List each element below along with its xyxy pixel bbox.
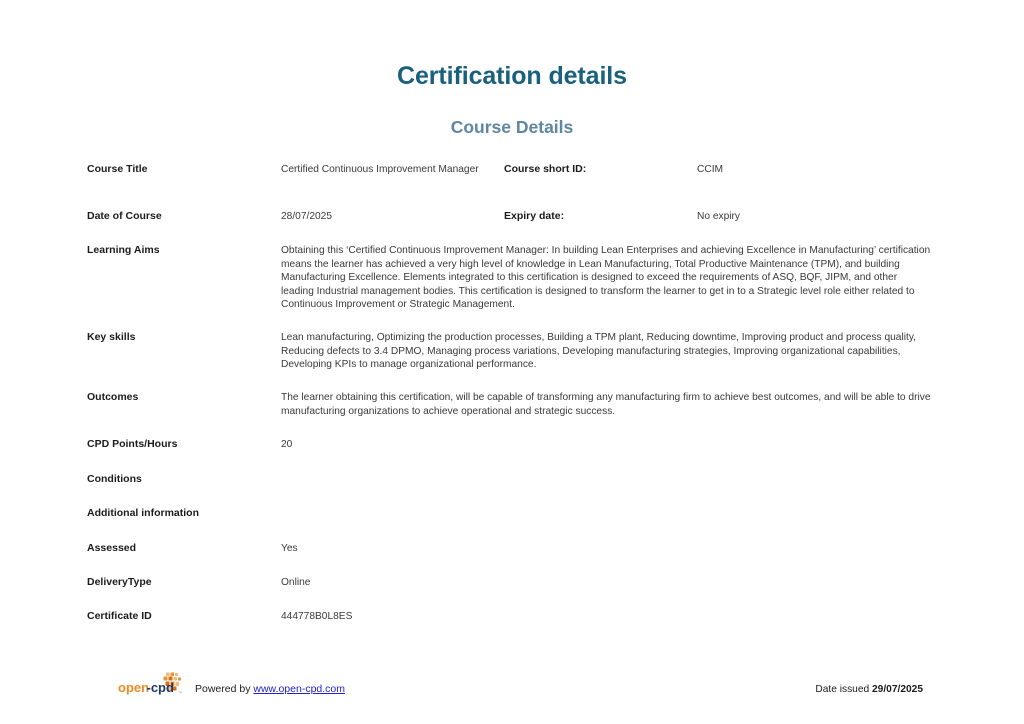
field-value-expiry-date: No expiry	[697, 211, 741, 222]
field-value-cpd-points: 20	[281, 439, 293, 450]
footer-branding	[118, 672, 345, 698]
field-value-key-skills: Lean manufacturing, Optimizing the production processes, Building a TPM plant, Reducing downtime, Improving product and process quality, Reducing defects to 3.4 DPMO, Managing process variations, Developing manufacturing strategies, Improving organizational capabilities, Developing KPIs to manage organizational performance.	[281, 332, 916, 370]
table-row	[0, 210, 1024, 244]
table-row	[0, 473, 1024, 507]
table-row	[0, 610, 1024, 644]
field-value-course-short-id: CCIM	[697, 164, 724, 175]
table-row	[0, 438, 1024, 473]
svg-text:™: ™	[178, 690, 182, 695]
powered-by-prefix: Powered by	[195, 683, 254, 695]
table-row	[0, 163, 1024, 210]
date-issued-label: Date issued	[815, 684, 872, 695]
table-row	[0, 391, 1024, 438]
field-value-assessed: Yes	[281, 543, 298, 554]
field-label-key-skills: Key skills	[87, 331, 136, 343]
page-subtitle: Course Details	[450, 117, 574, 137]
field-label-conditions: Conditions	[87, 473, 142, 485]
field-label-learning-aims: Learning Aims	[87, 244, 160, 256]
field-label-cpd-points: CPD Points/Hours	[87, 438, 178, 450]
field-label-additional-information: Additional information	[87, 507, 199, 519]
table-row	[0, 244, 1024, 331]
table-row	[0, 331, 1024, 391]
open-cpd-logo-icon	[118, 672, 186, 698]
field-value-date-of-course: 28/07/2025	[281, 211, 332, 222]
svg-text:-cpd: -cpd	[146, 680, 174, 695]
table-row	[0, 542, 1024, 576]
field-value-learning-aims: Obtaining this ‘Certified Continuous Improvement Manager: In building Lean Enterprises and achieving Excellence in Manufacturing’ certification means the learner has achieved a very high level of knowledge in Lean Manufacturing, Total Productive Maintenance (TPM), and building Manufacturing Excellence. Elements integrated to this certification is designed to exceed the requirements of ASQ, BQF, JIPM, and other leading Industrial management bodies. This certification is designed to transform the learner to get in to a Strategic level role either related to Continuous Improvement or Strategic Management.	[281, 245, 931, 310]
page-footer	[0, 672, 1024, 712]
open-cpd-website-link[interactable]: www.open-cpd.com	[253, 683, 345, 695]
field-value-outcomes: The learner obtaining this certification, will be capable of transforming any manufacturing firm to achieve best outcomes, and will be able to drive manufacturing organizations to achieve operational and strategic success.	[281, 392, 931, 417]
date-issued-value: 29/07/2025	[872, 684, 923, 695]
field-label-expiry-date: Expiry date:	[504, 210, 565, 222]
field-value-course-title: Certified Continuous Improvement Manager	[281, 164, 479, 175]
details-table	[0, 163, 1024, 644]
table-row	[0, 507, 1024, 542]
field-label-certificate-id: Certificate ID	[87, 610, 152, 622]
field-label-delivery-type: DeliveryType	[87, 576, 152, 588]
field-label-assessed: Assessed	[87, 542, 137, 554]
field-label-course-short-id: Course short ID:	[504, 163, 587, 175]
field-value-delivery-type: Online	[281, 577, 311, 588]
table-row	[0, 576, 1024, 610]
date-issued	[815, 684, 923, 695]
field-value-certificate-id: 444778B0L8ES	[281, 611, 353, 622]
field-label-date-of-course: Date of Course	[87, 210, 162, 222]
powered-by-text	[195, 675, 345, 695]
field-label-course-title: Course Title	[87, 163, 148, 175]
svg-text:open: open	[118, 680, 150, 695]
field-label-outcomes: Outcomes	[87, 391, 139, 403]
page-title: Certification details	[397, 62, 627, 90]
